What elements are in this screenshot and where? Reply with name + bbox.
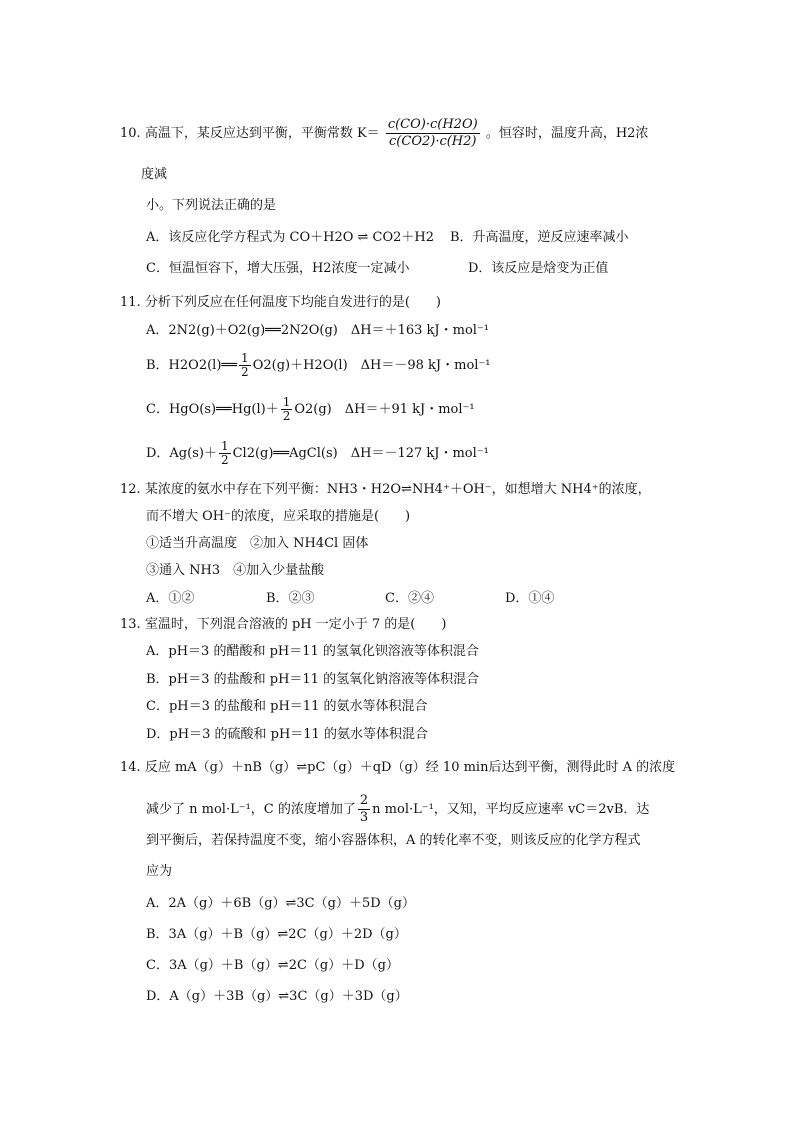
q10-option-b: B．升高温度，逆反应速率减小 [450,230,629,245]
q13-stem: 室温时，下列混合溶液的 pH 一定小于 7 的是( ) [144,617,447,632]
q11-option-d-half [219,440,231,467]
q11-number: 11. [120,295,141,310]
q12-option-c: C．②④ [385,591,434,606]
q12-line2: 而不增大 OH⁻的浓度，应采取的措施是( ) [146,509,411,524]
two-thirds-denominator: 3 [359,810,369,825]
half-numerator: 1 [241,351,249,365]
q12-line1-text: 某浓度的氨水中存在下列平衡：NH3・H2O⇌NH4⁺＋OH⁻，如想增大 NH4⁺的浓度， [144,482,651,497]
q11-option-b [146,352,491,379]
q11-option-c-post: O2(g) ΔH＝＋91 kJ・mol⁻¹ [294,402,475,417]
q10-option-c: C．恒温恒容下，增大压强，H2浓度一定减小 [146,261,410,276]
q11-option-b-half [239,352,251,379]
q11-option-d [146,440,489,467]
q14-line2-post: n mol·L⁻¹，又知，平均反应速率 vC＝2vB．达 [372,802,650,817]
q11-option-d-pre: D．Ag(s)＋ [146,446,217,461]
q10-k-fraction [386,117,480,150]
half-denominator: 2 [282,409,291,423]
q14-line2 [146,793,649,826]
q10-option-a: A．该反应化学方程式为 CO＋H2O ⇌ CO2＋H2 [146,230,435,245]
q12-option-d: D．①④ [505,591,555,606]
q11-option-c [146,396,475,423]
q13-number: 13. [120,617,141,632]
q13-option-d: D．pH＝3 的硫酸和 pH＝11 的氨水等体积混合 [146,727,428,742]
q13-option-a: A．pH＝3 的醋酸和 pH＝11 的氢氧化钡溶液等体积混合 [146,644,479,659]
q12-option-b: B．②③ [266,591,315,606]
q13-option-b: B．pH＝3 的盐酸和 pH＝11 的氢氧化钠溶液等体积混合 [146,672,480,687]
q14-line2-pre: 减少了 n mol·L⁻¹，C 的浓度增加了 [146,802,356,817]
q10-option-d: D．该反应是焓变为正值 [468,261,609,276]
q12-line1 [120,481,651,499]
q11-option-d-post: Cl2(g)══AgCl(s) ΔH＝－127 kJ・mol⁻¹ [232,446,489,461]
half-denominator: 2 [241,365,249,379]
q12-line4: ③通入 NH3 ④加入少量盐酸 [146,563,325,578]
q14-line1-text: 反应 mA（g）＋nB（g）⇌pC（g）＋qD（g）经 10 min后达到平衡，测得此时 A 的浓度 [144,760,676,775]
q11-option-c-pre: C．HgO(s)══Hg(l)＋ [146,402,279,417]
two-thirds-numerator: 2 [359,793,369,808]
q14-option-c: C．3A（g）＋B（g）⇌2C（g）＋D（g） [146,958,399,973]
q10-number: 10. [120,126,141,141]
q10-line2: 度减 [141,167,168,182]
q11-stem-line [120,294,441,312]
q14-line4: 应为 [146,864,173,879]
q14-line1 [120,759,675,777]
q11-option-a: A．2N2(g)＋O2(g)══2N2O(g) ΔH＝＋163 kJ・mol⁻¹ [146,323,490,338]
q13-option-c: C．pH＝3 的盐酸和 pH＝11 的氨水等体积混合 [146,699,428,714]
q13-stem-line [120,616,446,634]
q11-option-b-pre: B．H2O2(l)══ [146,358,238,373]
q14-line3: 到平衡后，若保持温度不变，缩小容器体积，A 的转化率不变，则该反应的化学方程式 [146,833,641,848]
q11-stem: 分析下列反应在任何温度下均能自发进行的是( ) [144,295,441,310]
q10-line1 [120,117,648,150]
q10-k-numerator: c(CO)·c(H2O) [387,117,478,132]
half-numerator: 1 [282,395,291,409]
q14-option-a: A．2A（g）＋6B（g）⇌3C（g）＋5D（g） [146,896,415,911]
q12-number: 12. [120,482,141,497]
half-denominator: 2 [220,453,229,467]
q11-option-c-half [281,396,293,423]
q14-two-thirds [358,793,370,826]
q12-option-a: A．①② [146,591,195,606]
q10-tail: 。恒容时，温度升高，H2浓 [485,126,649,141]
q14-option-b: B．3A（g）＋B（g）⇌2C（g）＋2D（g） [146,927,407,942]
q10-lead: 高温下，某反应达到平衡，平衡常数 K＝ [144,126,380,141]
q11-option-b-post: O2(g)＋H2O(l) ΔH＝－98 kJ・mol⁻¹ [252,358,491,373]
q10-k-denominator: c(CO2)·c(H2) [389,134,477,149]
q12-line3: ①适当升高温度 ②加入 NH4Cl 固体 [146,536,369,551]
q10-line3: 小。下列说法正确的是 [146,198,277,213]
q14-option-d: D．A（g）＋3B（g）⇌3C（g）＋3D（g） [146,989,408,1004]
q14-number: 14. [120,760,141,775]
half-numerator: 1 [220,439,229,453]
